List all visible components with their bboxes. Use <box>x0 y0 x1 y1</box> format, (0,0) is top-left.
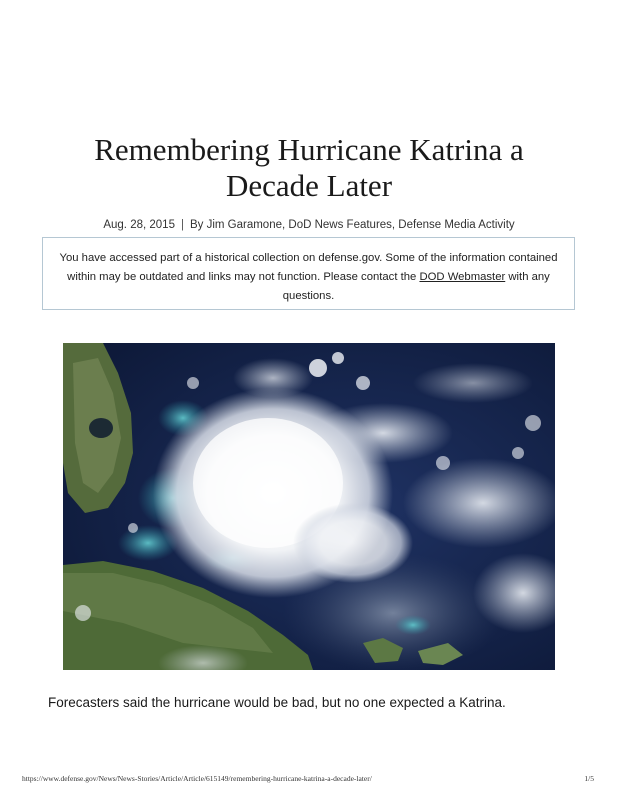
notice-text-before: You have accessed part of a historical collection on defense.gov. Some of the information contained within may be outdated and links may not function. Please contact the <box>59 252 558 283</box>
byline <box>0 219 618 231</box>
publish-date: Aug. 28, 2015 <box>103 219 175 231</box>
footer-url: https://www.defense.gov/News/News-Stories/Article/Article/615149/remembering-hurricane-katrina-a-decade-later/ <box>22 774 372 783</box>
historical-notice <box>42 237 575 310</box>
page-number: 1/5 <box>584 774 594 783</box>
byline-separator: | <box>180 219 184 231</box>
satellite-image-graphic <box>63 343 555 670</box>
notice-text-after: with any questions. <box>282 271 550 302</box>
hurricane-satellite-image <box>63 343 555 670</box>
image-caption: Forecasters said the hurricane would be bad, but no one expected a Katrina. <box>48 695 506 710</box>
author-credit: By Jim Garamone, DoD News Features, Defense Media Activity <box>189 219 515 231</box>
dod-webmaster-link[interactable]: DOD Webmaster <box>419 271 506 283</box>
page-title: Remembering Hurricane Katrina a Decade Later <box>94 132 524 203</box>
